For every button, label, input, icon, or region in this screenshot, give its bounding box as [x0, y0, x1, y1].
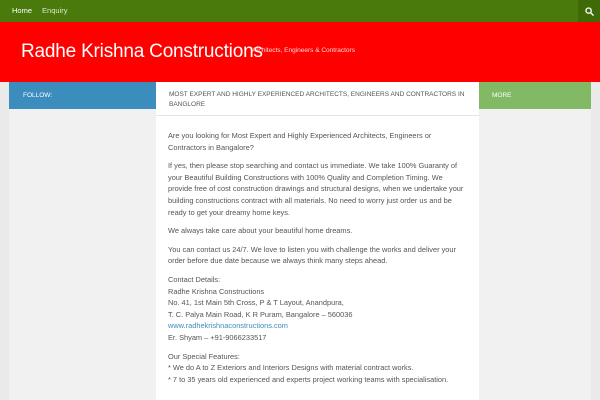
more-label: MORE	[492, 92, 512, 99]
contact-address-line-2: T. C. Palya Main Road, K R Puram, Bangalore – 560036	[168, 309, 353, 319]
site-tagline: Architects, Engineers & Contractors	[252, 47, 355, 54]
sidebar-left-heading	[9, 82, 156, 109]
main-content	[156, 82, 479, 400]
paragraph: Are you looking for Most Expert and Highly Experienced Architects, Engineers or Contractors in Bangalore?	[168, 131, 432, 152]
nav-home-link[interactable]: Home	[12, 6, 33, 15]
site-title[interactable]: Radhe Krishna Constructions	[21, 41, 263, 62]
search-icon	[585, 7, 594, 16]
sidebar-left	[9, 109, 156, 400]
follow-label: FOLLOW:	[23, 92, 53, 99]
sidebar-right-heading	[479, 82, 591, 109]
feature-item: * 7 to 35 years old experienced and experts project working teams with specialisation.	[168, 374, 449, 384]
post-body	[168, 130, 468, 392]
features	[168, 351, 468, 386]
features-label: Our Special Features:	[168, 351, 240, 361]
nav-enquiry-link[interactable]: Enquiry	[42, 6, 68, 15]
contact-name: Radhe Krishna Constructions	[168, 286, 265, 296]
sidebar-right	[479, 109, 591, 400]
search-button[interactable]	[578, 0, 600, 22]
top-navigation	[0, 0, 600, 22]
site-header	[0, 22, 600, 82]
post-title: MOST EXPERT AND HIGHLY EXPERIENCED ARCHITECTS, ENGINEERS AND CONTRACTORS IN BANGLORE	[169, 91, 465, 108]
website-link[interactable]: www.radhekrishnaconstructions.com	[168, 321, 288, 331]
paragraph: If yes, then please stop searching and contact us immediate. We take 100% Guaranty of your Beautiful Building Constructions with 100% Quality and Completion Timing. We provide free of cost construction drawings and structural designs, when we undertake your building constructions contract with all materials. No need to worry just order us and be ready to get your dreamy home keys.	[168, 161, 464, 217]
post-heading	[156, 82, 479, 116]
paragraph: You can contact us 24/7. We love to listen you with challenge the works and deliver your order before due date because we always think many steps ahead.	[168, 244, 456, 266]
feature-item: * We do A to Z Exteriors and Interiors Designs with material contract works.	[168, 363, 414, 373]
contact-phone: Er. Shyam – +91-9066233517	[168, 332, 267, 342]
paragraph: We always take care about your beautiful home dreams.	[168, 226, 353, 236]
contact-address-line-1: No. 41, 1st Main 5th Cross, P & T Layout, Anandpura,	[168, 298, 344, 308]
contact-details	[168, 274, 468, 344]
contact-label: Contact Details:	[168, 274, 221, 284]
